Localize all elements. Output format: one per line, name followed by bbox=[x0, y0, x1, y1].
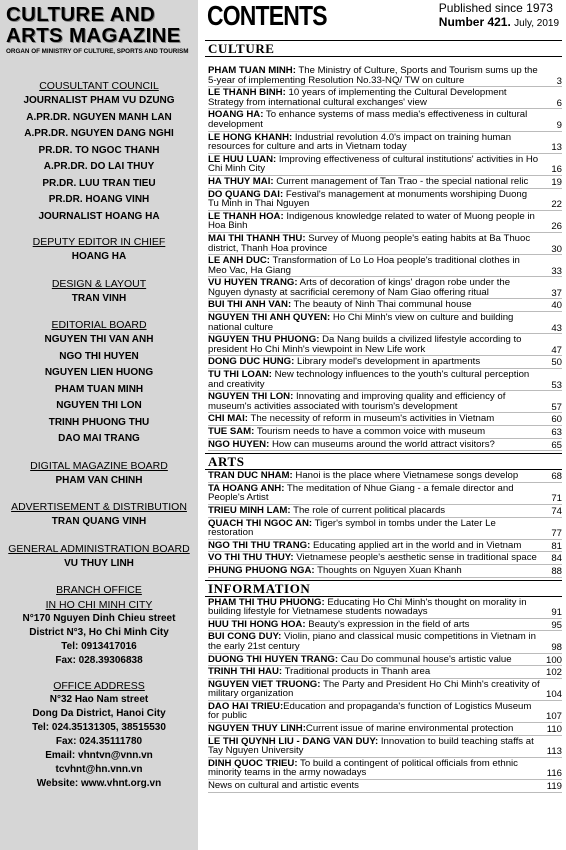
entry-title: Current management of Tan Trao - the special national relic bbox=[273, 175, 529, 187]
entry-title: Industrial revolution 4.0's impact on training human resources for culture and arts in Vietnam today bbox=[208, 131, 512, 153]
admin-name: VU THUY LINH bbox=[64, 557, 134, 569]
entry-page: 77 bbox=[551, 528, 562, 540]
toc-entry[interactable] bbox=[208, 356, 562, 369]
editorial-list bbox=[0, 332, 198, 448]
section-heading: ARTS bbox=[205, 453, 562, 470]
entry-page: 6 bbox=[556, 97, 562, 109]
entry-page: 116 bbox=[546, 768, 562, 780]
entry-author: DUONG THI HUYEN TRANG: bbox=[208, 653, 339, 665]
entry-title: Traditional products in Thanh area bbox=[282, 666, 431, 678]
entry-page: 68 bbox=[551, 471, 562, 483]
toc-entry[interactable] bbox=[208, 299, 562, 312]
entry-page: 13 bbox=[551, 142, 562, 154]
toc-entry[interactable] bbox=[208, 312, 562, 334]
toc-entry[interactable] bbox=[208, 413, 562, 426]
entry-page: 3 bbox=[556, 75, 562, 87]
entry-author: TRINH THI HAU: bbox=[208, 666, 283, 678]
toc-entry[interactable] bbox=[208, 701, 562, 723]
magazine-title-line2: ARTS MAGAZINE bbox=[6, 24, 181, 47]
entry-page: 107 bbox=[545, 711, 562, 723]
toc-entry[interactable] bbox=[208, 666, 562, 679]
editorial-member: PHAM TUAN MINH bbox=[54, 383, 144, 395]
entry-author: LE HUU LUAN: bbox=[208, 153, 277, 165]
entry-page: 65 bbox=[551, 439, 562, 451]
entry-title: Arts of decoration of kings' dragon robe under the Nguyen dynasty at sacrificial ceremony of Nam Giao offering ritual bbox=[208, 277, 511, 298]
entry-author: DONG DUC HUNG: bbox=[208, 356, 295, 368]
editorial-member: NGUYEN THI VAN ANH bbox=[44, 334, 154, 345]
entry-author: TRAN DUC NHAM: bbox=[208, 470, 293, 482]
entry-title: The Ministry of Culture, Sports and Tourism sums up the 5-year of implementing Resolution No.33-NQ/ TW on culture bbox=[208, 65, 538, 86]
toc-entry[interactable] bbox=[208, 211, 562, 233]
entry-author: DINH QUOC TRIEU: bbox=[208, 757, 298, 769]
entry-page: 104 bbox=[545, 689, 562, 701]
entry-title: The necessity of reform in museum's activities in Vietnam bbox=[247, 413, 495, 425]
office-address-line: Dong Da District, Hanoi City bbox=[32, 708, 166, 719]
contents-title: CONTENTS bbox=[207, 0, 327, 31]
branch-address-line: Fax: 028.39306838 bbox=[55, 655, 143, 666]
entry-title: Current issue of marine environmental protection bbox=[305, 723, 514, 735]
entry-title: To enhance systems of mass media's effectiveness in cultural development bbox=[208, 109, 528, 130]
entry-page: 98 bbox=[551, 641, 562, 653]
entry-title: The meditation of Nhue Giang - a female director and People's Artist bbox=[208, 482, 514, 504]
entry-page: 47 bbox=[551, 344, 562, 356]
toc-entry[interactable] bbox=[208, 132, 562, 154]
entry-page: 63 bbox=[551, 427, 562, 438]
entry-author: BUI CONG DUY: bbox=[208, 631, 282, 643]
entry-title: Tourism needs to have a common voice with museum bbox=[254, 426, 486, 437]
council-member: A.PR.DR. NGUYEN MANH LAN bbox=[26, 111, 172, 123]
toc-entry[interactable] bbox=[208, 552, 562, 565]
issue-info bbox=[439, 1, 559, 31]
entry-page: 9 bbox=[556, 119, 562, 131]
contents-header bbox=[205, 0, 562, 36]
entry-page: 110 bbox=[546, 724, 562, 736]
toc-entry[interactable] bbox=[208, 109, 562, 131]
issue-number: Number 421. bbox=[438, 15, 511, 29]
entry-page: 60 bbox=[551, 414, 562, 426]
entry-title: The Party and President Ho Chi Minh's creativity of military organization bbox=[208, 678, 540, 700]
entry-page: 119 bbox=[546, 781, 562, 793]
toc-entry[interactable] bbox=[208, 518, 562, 540]
entry-page: 74 bbox=[551, 505, 562, 517]
council-member: JOURNALIST HOANG HA bbox=[38, 210, 160, 222]
deputy-name: HOANG HA bbox=[71, 251, 127, 262]
council-title: COUSULTANT COUNCIL bbox=[39, 80, 159, 92]
deputy-title: DEPUTY EDITOR IN CHIEF bbox=[32, 236, 166, 248]
branch-address-line: District N°3, Ho Chi Minh City bbox=[29, 627, 169, 638]
entry-page: 57 bbox=[551, 401, 562, 413]
office-address-line: Website: www.vhnt.org.vn bbox=[36, 778, 162, 789]
design-name: TRAN VINH bbox=[71, 292, 127, 304]
council-member: A.PR.DR. DO LAI THUY bbox=[43, 161, 155, 172]
entry-title: Vietnamese people's aesthetic sense in traditional space bbox=[293, 552, 537, 564]
entry-title: Library model's development in apartments bbox=[294, 356, 481, 368]
entry-page: 40 bbox=[551, 300, 562, 312]
entry-author: NGO THI THU TRANG: bbox=[208, 539, 311, 551]
entry-page: 113 bbox=[546, 746, 562, 758]
toc-entry[interactable] bbox=[208, 758, 562, 780]
entry-author: VO THI THU THUY: bbox=[208, 552, 294, 564]
entry-author: DO QUANG DAI: bbox=[208, 188, 284, 200]
entry-author: HOANG HA: bbox=[208, 109, 264, 121]
entry-author: HUU THI HONG HOA: bbox=[208, 618, 306, 630]
entry-page: 81 bbox=[551, 540, 562, 552]
toc-entry[interactable] bbox=[208, 87, 562, 109]
council-member: PR.DR. TO NGOC THANH bbox=[38, 144, 160, 156]
office-address-line: tcvhnt@hn.vnn.vn bbox=[55, 764, 143, 775]
entry-title: Da Nang builds a civilized lifestyle according to president Ho Chi Minh's viewpoint in New Life work bbox=[208, 334, 522, 355]
toc-entry[interactable] bbox=[208, 189, 562, 211]
entry-page: 84 bbox=[551, 553, 562, 565]
council-member: PR.DR. LUU TRAN TIEU bbox=[42, 177, 156, 189]
entry-title: Indigenous knowledge related to water of Muong people in Hoa Binh bbox=[208, 210, 535, 232]
entry-author: TU THI LOAN: bbox=[208, 369, 272, 381]
entry-title: The role of current political placards bbox=[290, 504, 446, 516]
entry-title: To build a contingent of political officials from ethnic minority teams in the army nowadays bbox=[208, 757, 518, 779]
entry-title: 10 years of implementing the Cultural Development Strategy from international cultural exchanges' view bbox=[208, 87, 507, 108]
entry-page: 22 bbox=[551, 199, 562, 211]
entry-title: News on cultural and artistic events bbox=[208, 780, 359, 792]
entry-author: HA THUY MAI: bbox=[208, 175, 274, 187]
editorial-masthead bbox=[0, 80, 198, 791]
masthead-panel bbox=[0, 0, 198, 850]
magazine-title-line1: CULTURE AND bbox=[6, 3, 156, 26]
published-since: Published since 1973 bbox=[438, 1, 553, 15]
entry-title: How can museums around the world attract visitors? bbox=[269, 438, 495, 450]
entry-author: BUI THI ANH VAN: bbox=[208, 299, 292, 311]
entry-author: VU HUYEN TRANG: bbox=[208, 277, 298, 289]
entry-title: Survey of Muong people's eating habits at Ba Thuoc district, Thanh Hoa province bbox=[208, 232, 531, 254]
admin-title: GENERAL ADMINISTRATION BOARD bbox=[8, 542, 190, 555]
entry-title: Innovating and improving quality and efficiency of museum's activities associated with tourism's development bbox=[208, 391, 506, 412]
editorial-title: EDITORIAL BOARD bbox=[51, 319, 147, 331]
editorial-member: NGUYEN LIEN HUONG bbox=[44, 367, 154, 378]
branch-title: BRANCH OFFICE bbox=[56, 584, 142, 596]
branch-address-line: Tel: 0913417016 bbox=[61, 641, 137, 652]
section-entries bbox=[205, 597, 562, 793]
toc-entry[interactable] bbox=[208, 654, 562, 667]
toc-entry[interactable] bbox=[208, 483, 562, 505]
section-heading: CULTURE bbox=[205, 40, 562, 57]
digital-title: DIGITAL MAGAZINE BOARD bbox=[30, 459, 168, 472]
branch-title-city: IN HO CHI MINH CITY bbox=[45, 599, 153, 611]
digital-name: PHAM VAN CHINH bbox=[55, 474, 143, 486]
entry-author: TA HOANG ANH: bbox=[208, 482, 285, 494]
entry-author: PHAM TUAN MINH: bbox=[208, 65, 296, 76]
entry-page: 37 bbox=[551, 287, 562, 299]
entry-title: The beauty of Ninh Thai communal house bbox=[291, 299, 472, 311]
council-list bbox=[0, 93, 198, 225]
entry-author: PHUNG PHUONG NGA: bbox=[208, 564, 315, 576]
entry-title: Thoughts on Nguyen Xuan Khanh bbox=[314, 564, 462, 576]
office-address-line: N°32 Hao Nam street bbox=[49, 694, 149, 705]
toc-entry[interactable] bbox=[208, 505, 562, 518]
toc-entry[interactable] bbox=[208, 154, 562, 176]
toc-entry[interactable] bbox=[208, 277, 562, 299]
entry-page: 26 bbox=[551, 221, 562, 233]
entry-page: 16 bbox=[551, 164, 562, 176]
toc-entry[interactable] bbox=[208, 470, 562, 483]
entry-author: NGO HUYEN: bbox=[208, 438, 270, 450]
entry-author: QUACH THI NGOC AN: bbox=[208, 517, 313, 529]
editorial-member: NGUYEN THI LON bbox=[56, 400, 142, 411]
entry-title: Innovation to build teaching staffs at Tay Nguyen University bbox=[208, 735, 534, 757]
toc-entry[interactable] bbox=[208, 369, 562, 391]
toc-entry[interactable] bbox=[208, 780, 562, 793]
entry-title: Education and propaganda's function of Logistics Museum for public bbox=[208, 700, 532, 722]
magazine-title bbox=[6, 4, 198, 46]
entry-page: 102 bbox=[545, 667, 562, 679]
council-member: JOURNALIST PHAM VU DZUNG bbox=[23, 95, 175, 106]
section-entries bbox=[205, 65, 562, 451]
toc-entry[interactable] bbox=[208, 334, 562, 356]
toc-entry[interactable] bbox=[208, 65, 562, 87]
entry-page: 91 bbox=[551, 607, 562, 619]
toc-entry[interactable] bbox=[208, 176, 562, 189]
entry-author: NGUYEN THI LON: bbox=[208, 391, 294, 403]
toc-entry[interactable] bbox=[208, 619, 562, 632]
editorial-member: TRINH PHUONG THU bbox=[48, 416, 150, 428]
toc-entry[interactable] bbox=[208, 565, 562, 578]
contents-panel bbox=[205, 0, 562, 850]
entry-title: Hanoi is the place where Vietnamese songs develop bbox=[292, 470, 519, 482]
entry-author: TRIEU MINH LAM: bbox=[208, 504, 291, 516]
entry-author: LE THANH HOA: bbox=[208, 210, 284, 222]
entry-author: NGUYEN THI ANH QUYEN: bbox=[208, 312, 331, 324]
magazine-organ: ORGAN OF MINISTRY OF CULTURE, SPORTS AND TOURISM bbox=[6, 48, 189, 55]
office-address-line: Email: vhntvn@vnn.vn bbox=[45, 750, 153, 761]
design-title: DESIGN & LAYOUT bbox=[51, 277, 147, 290]
entry-author: LE THI QUYNH LIU - DANG VAN DUY: bbox=[208, 735, 379, 747]
council-member: PR.DR. HOANG VINH bbox=[48, 194, 150, 205]
toc-entry[interactable] bbox=[208, 426, 562, 439]
entry-author: LE ANH DUC: bbox=[208, 255, 270, 267]
section-entries bbox=[205, 470, 562, 577]
contents-sections bbox=[205, 40, 562, 793]
entry-page: 33 bbox=[551, 265, 562, 277]
entry-title: Educating applied art in the world and in Vietnam bbox=[310, 539, 522, 551]
ad-name: TRAN QUANG VINH bbox=[51, 516, 147, 527]
entry-page: 100 bbox=[545, 654, 562, 666]
toc-entry[interactable] bbox=[208, 631, 562, 653]
entry-author: LE THANH BINH: bbox=[208, 87, 286, 99]
toc-entry[interactable] bbox=[208, 723, 562, 736]
entry-author: NGUYEN THU PHUONG: bbox=[208, 334, 320, 346]
entry-page: 50 bbox=[551, 357, 562, 369]
entry-page: 30 bbox=[551, 243, 562, 255]
issue-date: July, 2019 bbox=[514, 18, 559, 29]
entry-author: CHI MAI: bbox=[208, 413, 248, 425]
entry-title: Transformation of Lo Lo Hoa people's traditional clothes in Meo Vac, Ha Giang bbox=[208, 255, 520, 276]
office-address-line: Fax: 024.35111780 bbox=[55, 736, 143, 747]
toc-entry[interactable] bbox=[208, 391, 562, 413]
entry-title: New technology influences to the youth's cultural perception and creativity bbox=[208, 369, 530, 390]
entry-author: LE HONG KHANH: bbox=[208, 131, 293, 143]
entry-author: DAO HAI TRIEU: bbox=[208, 700, 284, 712]
entry-title: Violin, piano and classical music competitions in Vietnam in the early 21st century bbox=[208, 631, 536, 652]
toc-entry[interactable] bbox=[208, 255, 562, 277]
section-heading: INFORMATION bbox=[205, 580, 562, 597]
entry-author: MAI THI THANH THU: bbox=[208, 232, 306, 244]
office-address-line: Tel: 024.35131305, 38515530 bbox=[32, 722, 166, 733]
entry-page: 19 bbox=[551, 176, 562, 188]
entry-author: NGUYEN VIET TRUONG: bbox=[208, 678, 321, 690]
entry-page: 88 bbox=[551, 565, 562, 577]
entry-author: TUE SAM: bbox=[208, 426, 255, 437]
branch-address-line: N°170 Nguyen Dinh Chieu street bbox=[22, 613, 176, 624]
office-title: OFFICE ADDRESS bbox=[53, 680, 145, 692]
toc-entry[interactable] bbox=[208, 439, 562, 452]
entry-title: Improving effectiveness of cultural institutions' activities in Ho Chi Minh City bbox=[208, 153, 539, 175]
entry-page: 43 bbox=[551, 322, 562, 334]
toc-entry[interactable] bbox=[208, 736, 562, 758]
entry-title: Tiger's symbol in tombs under the Later Le restoration bbox=[208, 517, 496, 539]
ad-title: ADVERTISEMENT & DISTRIBUTION bbox=[11, 501, 187, 513]
entry-title: Festival's management at monuments worshiping Duong Tu Minh in Thai Nguyen bbox=[208, 188, 528, 210]
entry-title: Beauty's expression in the field of arts bbox=[305, 618, 470, 630]
entry-title: Educating Ho Chi Minh's thought on morality in building lifestyle for Vietnamese students nowadays bbox=[208, 596, 527, 618]
entry-page: 95 bbox=[551, 619, 562, 631]
council-member: A.PR.DR. NGUYEN DANG NGHI bbox=[24, 128, 174, 139]
entry-author: NGUYEN THUY LINH: bbox=[208, 723, 306, 735]
entry-page: 53 bbox=[551, 379, 562, 391]
branch-address bbox=[0, 612, 198, 668]
entry-title: Cau Do communal house's artistic value bbox=[338, 653, 512, 665]
toc-entry[interactable] bbox=[208, 597, 562, 619]
toc-entry[interactable] bbox=[208, 540, 562, 553]
editorial-member: DAO MAI TRANG bbox=[58, 433, 140, 444]
office-address bbox=[0, 693, 198, 791]
entry-title: Ho Chi Minh's view on culture and building national culture bbox=[208, 312, 514, 333]
toc-entry[interactable] bbox=[208, 679, 562, 701]
editorial-member: NGO THI HUYEN bbox=[59, 350, 139, 362]
toc-entry[interactable] bbox=[208, 233, 562, 255]
entry-author: PHAM THI THU PHUONG: bbox=[208, 596, 325, 608]
entry-page: 71 bbox=[551, 493, 562, 505]
